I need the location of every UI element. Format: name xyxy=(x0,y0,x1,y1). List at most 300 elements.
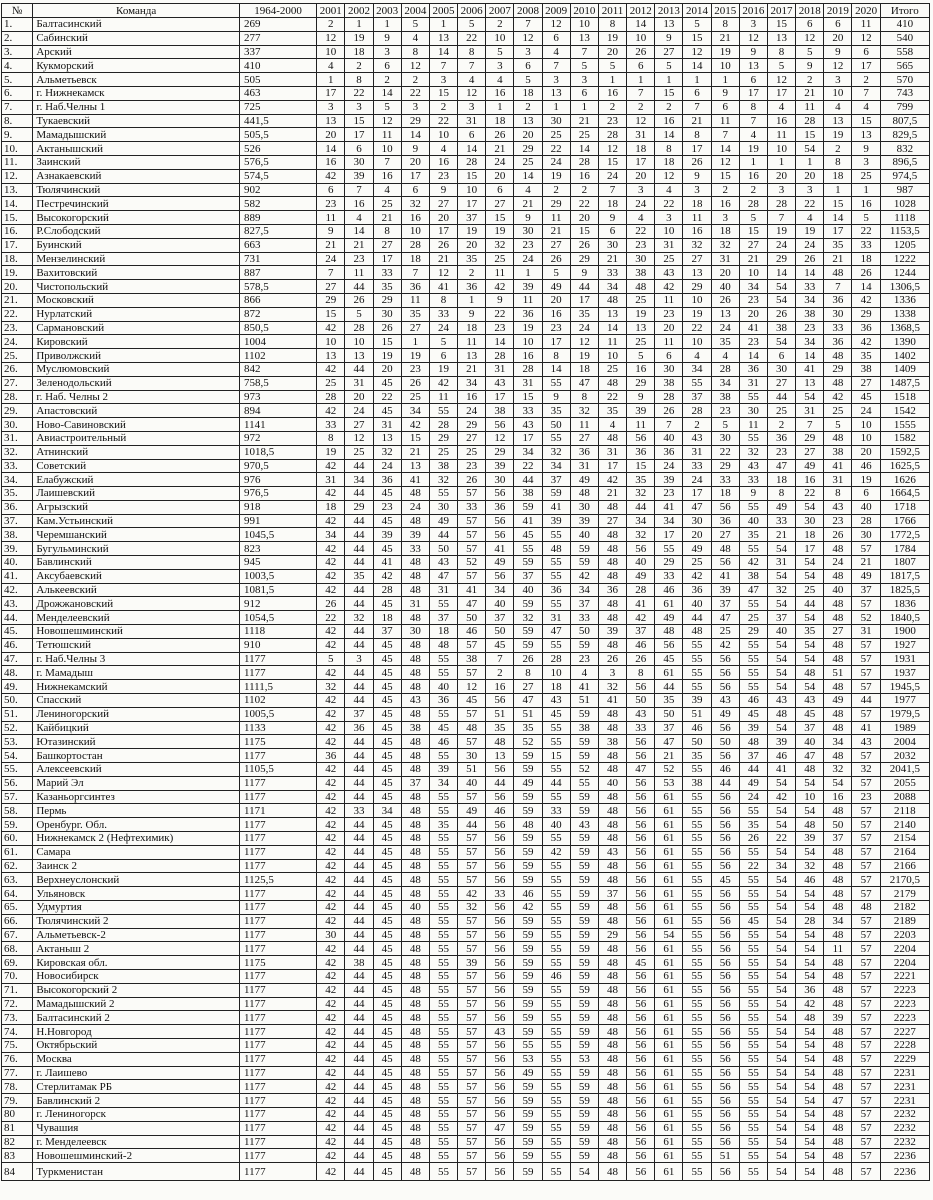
row-number: 71. xyxy=(2,983,33,997)
year-score: 61 xyxy=(655,597,683,611)
year-score: 11 xyxy=(711,114,739,128)
row-number: 21. xyxy=(2,293,33,307)
year-score: 25 xyxy=(852,169,880,183)
year-score: 14 xyxy=(739,349,767,363)
year-score: 36 xyxy=(429,694,457,708)
team-name: Актанышский xyxy=(33,142,240,156)
row-number: 52. xyxy=(2,721,33,735)
year-score: 41 xyxy=(824,459,852,473)
year-score: 54 xyxy=(655,928,683,942)
table-header-row xyxy=(2,4,930,18)
year-score: 26 xyxy=(711,293,739,307)
year-score: 45 xyxy=(373,376,401,390)
year-score: 45 xyxy=(373,983,401,997)
year-score: 24 xyxy=(486,155,514,169)
header-year: 2011 xyxy=(598,4,626,18)
year-score: 37 xyxy=(429,611,457,625)
year-score: 45 xyxy=(373,776,401,790)
year-score: 48 xyxy=(598,1066,626,1080)
year-score: 57 xyxy=(458,1121,486,1135)
year-score: 3 xyxy=(824,73,852,87)
row-number: 48. xyxy=(2,666,33,680)
year-score: 56 xyxy=(627,1149,655,1163)
year-score: 54 xyxy=(796,804,824,818)
year-score: 55 xyxy=(542,528,570,542)
team-name: Атнинский xyxy=(33,445,240,459)
base-period-score: 1177 xyxy=(239,859,316,873)
year-score: 48 xyxy=(598,1025,626,1039)
year-score: 39 xyxy=(711,583,739,597)
year-score: 59 xyxy=(570,997,598,1011)
total-score: 2232 xyxy=(880,1107,929,1121)
year-score: 55 xyxy=(542,928,570,942)
row-number: 73. xyxy=(2,1011,33,1025)
year-score: 41 xyxy=(767,763,795,777)
year-score: 17 xyxy=(458,197,486,211)
year-score: 56 xyxy=(486,997,514,1011)
year-score: 13 xyxy=(824,114,852,128)
year-score: 48 xyxy=(598,528,626,542)
year-score: 57 xyxy=(852,997,880,1011)
base-period-score: 1005,5 xyxy=(239,707,316,721)
year-score: 47 xyxy=(458,597,486,611)
year-score: 56 xyxy=(486,956,514,970)
year-score: 55 xyxy=(739,928,767,942)
year-score: 55 xyxy=(739,680,767,694)
year-score: 45 xyxy=(373,859,401,873)
year-score: 45 xyxy=(373,1066,401,1080)
year-score: 9 xyxy=(542,390,570,404)
year-score: 23 xyxy=(852,790,880,804)
year-score: 7 xyxy=(514,18,542,32)
year-score: 16 xyxy=(317,155,345,169)
table-row xyxy=(2,390,930,404)
year-score: 61 xyxy=(655,666,683,680)
year-score: 54 xyxy=(767,1149,795,1163)
total-score: 1487,5 xyxy=(880,376,929,390)
team-name: г. Лениногорск xyxy=(33,1107,240,1121)
year-score: 59 xyxy=(514,914,542,928)
team-name: Новошешминский-2 xyxy=(33,1149,240,1163)
year-score: 57 xyxy=(458,1094,486,1108)
table-row xyxy=(2,528,930,542)
year-score: 55 xyxy=(429,707,457,721)
year-score: 21 xyxy=(598,487,626,501)
year-score: 48 xyxy=(655,625,683,639)
year-score: 44 xyxy=(345,1011,373,1025)
year-score: 56 xyxy=(627,859,655,873)
year-score: 59 xyxy=(570,735,598,749)
year-score: 54 xyxy=(767,597,795,611)
year-score: 30 xyxy=(345,155,373,169)
year-score: 55 xyxy=(429,1094,457,1108)
year-score: 59 xyxy=(570,914,598,928)
base-period-score: 866 xyxy=(239,293,316,307)
year-score: 7 xyxy=(373,155,401,169)
table-row xyxy=(2,569,930,583)
year-score: 48 xyxy=(824,652,852,666)
year-score: 28 xyxy=(542,652,570,666)
year-score: 16 xyxy=(570,169,598,183)
year-score: 56 xyxy=(486,1163,514,1181)
year-score: 15 xyxy=(824,197,852,211)
year-score: 8 xyxy=(767,487,795,501)
team-name: Сармановский xyxy=(33,321,240,335)
year-score: 39 xyxy=(655,473,683,487)
row-number: 63. xyxy=(2,873,33,887)
year-score: 33 xyxy=(683,459,711,473)
team-name: Тюлячинский 2 xyxy=(33,914,240,928)
year-score: 34 xyxy=(627,514,655,528)
row-number: 7. xyxy=(2,100,33,114)
year-score: 32 xyxy=(627,487,655,501)
year-score: 57 xyxy=(852,887,880,901)
team-name: Спасский xyxy=(33,694,240,708)
year-score: 13 xyxy=(711,307,739,321)
year-score: 18 xyxy=(345,45,373,59)
year-score: 7 xyxy=(401,266,429,280)
base-period-score: 945 xyxy=(239,556,316,570)
year-score: 7 xyxy=(767,211,795,225)
year-score: 30 xyxy=(401,625,429,639)
year-score: 35 xyxy=(739,528,767,542)
year-score: 42 xyxy=(317,969,345,983)
year-score: 57 xyxy=(458,638,486,652)
year-score: 20 xyxy=(401,155,429,169)
row-number: 44. xyxy=(2,611,33,625)
year-score: 48 xyxy=(401,1025,429,1039)
base-period-score: 1177 xyxy=(239,1121,316,1135)
total-score: 2164 xyxy=(880,845,929,859)
year-score: 40 xyxy=(824,583,852,597)
year-score: 44 xyxy=(345,859,373,873)
year-score: 36 xyxy=(345,721,373,735)
year-score: 52 xyxy=(852,611,880,625)
year-score: 24 xyxy=(317,252,345,266)
year-score: 4 xyxy=(317,59,345,73)
year-score: 54 xyxy=(767,1080,795,1094)
year-score: 24 xyxy=(683,473,711,487)
total-score: 2032 xyxy=(880,749,929,763)
year-score: 5 xyxy=(598,59,626,73)
year-score: 54 xyxy=(767,1038,795,1052)
year-score: 4 xyxy=(429,142,457,156)
year-score: 15 xyxy=(852,114,880,128)
year-score: 55 xyxy=(683,873,711,887)
year-score: 48 xyxy=(598,818,626,832)
year-score: 5 xyxy=(570,59,598,73)
team-name: Мамадышский xyxy=(33,128,240,142)
year-score: 48 xyxy=(598,1135,626,1149)
year-score: 20 xyxy=(317,128,345,142)
year-score: 11 xyxy=(401,293,429,307)
year-score: 33 xyxy=(655,569,683,583)
year-score: 54 xyxy=(767,1107,795,1121)
year-score: 29 xyxy=(598,928,626,942)
team-name: Муслюмовский xyxy=(33,362,240,376)
year-score: 48 xyxy=(514,818,542,832)
year-score: 48 xyxy=(598,707,626,721)
year-score: 44 xyxy=(627,500,655,514)
team-name: Вахитовский xyxy=(33,266,240,280)
year-score: 1 xyxy=(458,293,486,307)
year-score: 59 xyxy=(570,542,598,556)
year-score: 59 xyxy=(514,638,542,652)
team-name: Казаньоргсинтез xyxy=(33,790,240,804)
year-score: 55 xyxy=(683,376,711,390)
year-score: 54 xyxy=(767,969,795,983)
year-score: 39 xyxy=(373,528,401,542)
base-period-score: 1177 xyxy=(239,1025,316,1039)
team-name: Удмуртия xyxy=(33,901,240,915)
year-score: 6 xyxy=(598,224,626,238)
year-score: 55 xyxy=(542,556,570,570)
year-score: 48 xyxy=(401,735,429,749)
year-score: 55 xyxy=(683,1135,711,1149)
year-score: 11 xyxy=(317,211,345,225)
year-score: 55 xyxy=(429,1052,457,1066)
year-score: 22 xyxy=(317,611,345,625)
year-score: 55 xyxy=(683,638,711,652)
year-score: 32 xyxy=(458,901,486,915)
row-number: 15. xyxy=(2,211,33,225)
year-score: 57 xyxy=(458,997,486,1011)
base-period-score: 1177 xyxy=(239,1135,316,1149)
year-score: 57 xyxy=(852,1094,880,1108)
year-score: 56 xyxy=(711,680,739,694)
year-score: 48 xyxy=(824,569,852,583)
year-score: 28 xyxy=(373,583,401,597)
year-score: 29 xyxy=(627,376,655,390)
year-score: 39 xyxy=(570,514,598,528)
year-score: 21 xyxy=(852,556,880,570)
year-score: 30 xyxy=(486,473,514,487)
year-score: 5 xyxy=(373,100,401,114)
row-number: 14. xyxy=(2,197,33,211)
base-period-score: 850,5 xyxy=(239,321,316,335)
year-score: 48 xyxy=(824,983,852,997)
year-score: 28 xyxy=(767,197,795,211)
year-score: 40 xyxy=(655,431,683,445)
year-score: 28 xyxy=(796,914,824,928)
year-score: 18 xyxy=(683,197,711,211)
year-score: 38 xyxy=(824,445,852,459)
year-score: 10 xyxy=(852,418,880,432)
total-score: 1931 xyxy=(880,652,929,666)
year-score: 12 xyxy=(486,431,514,445)
year-score: 16 xyxy=(373,169,401,183)
year-score: 55 xyxy=(739,1038,767,1052)
year-score: 54 xyxy=(767,942,795,956)
year-score: 55 xyxy=(739,1025,767,1039)
year-score: 55 xyxy=(739,500,767,514)
year-score: 48 xyxy=(401,638,429,652)
year-score: 31 xyxy=(711,252,739,266)
year-score: 47 xyxy=(655,735,683,749)
year-score: 45 xyxy=(514,528,542,542)
row-number: 12. xyxy=(2,169,33,183)
row-number: 29. xyxy=(2,404,33,418)
year-score: 48 xyxy=(429,638,457,652)
year-score: 6 xyxy=(683,86,711,100)
year-score: 31 xyxy=(486,362,514,376)
year-score: 55 xyxy=(739,638,767,652)
year-score: 41 xyxy=(711,569,739,583)
year-score: 45 xyxy=(373,542,401,556)
year-score: 41 xyxy=(542,500,570,514)
year-score: 42 xyxy=(317,514,345,528)
year-score: 32 xyxy=(598,680,626,694)
year-score: 4 xyxy=(401,31,429,45)
year-score: 14 xyxy=(598,321,626,335)
base-period-score: 269 xyxy=(239,18,316,32)
row-number: 5. xyxy=(2,73,33,87)
total-score: 1825,5 xyxy=(880,583,929,597)
year-score: 26 xyxy=(345,293,373,307)
year-score: 50 xyxy=(711,735,739,749)
year-score: 12 xyxy=(570,335,598,349)
year-score: 44 xyxy=(345,928,373,942)
table-row xyxy=(2,1094,930,1108)
year-score: 34 xyxy=(598,280,626,294)
year-score: 17 xyxy=(514,431,542,445)
year-score: 42 xyxy=(317,956,345,970)
year-score: 57 xyxy=(458,1107,486,1121)
year-score: 45 xyxy=(373,749,401,763)
total-score: 1989 xyxy=(880,721,929,735)
base-period-score: 1003,5 xyxy=(239,569,316,583)
year-score: 42 xyxy=(824,390,852,404)
year-score: 7 xyxy=(458,59,486,73)
year-score: 55 xyxy=(542,431,570,445)
year-score: 40 xyxy=(683,597,711,611)
team-name: Ново-Савиновский xyxy=(33,418,240,432)
base-period-score: 894 xyxy=(239,404,316,418)
year-score: 59 xyxy=(514,983,542,997)
team-name: Стерлитамак РБ xyxy=(33,1080,240,1094)
year-score: 42 xyxy=(683,569,711,583)
base-period-score: 976,5 xyxy=(239,487,316,501)
base-period-score: 1054,5 xyxy=(239,611,316,625)
year-score: 12 xyxy=(345,431,373,445)
year-score: 55 xyxy=(429,652,457,666)
year-score: 41 xyxy=(486,542,514,556)
year-score: 54 xyxy=(796,1163,824,1181)
year-score: 49 xyxy=(739,776,767,790)
base-period-score: 582 xyxy=(239,197,316,211)
year-score: 21 xyxy=(429,252,457,266)
year-score: 38 xyxy=(486,404,514,418)
year-score: 56 xyxy=(711,500,739,514)
year-score: 39 xyxy=(796,832,824,846)
total-score: 1664,5 xyxy=(880,487,929,501)
year-score: 42 xyxy=(317,321,345,335)
year-score: 61 xyxy=(655,1149,683,1163)
year-score: 19 xyxy=(627,307,655,321)
table-row xyxy=(2,956,930,970)
year-score: 48 xyxy=(598,431,626,445)
team-name: Пестречинский xyxy=(33,197,240,211)
year-score: 28 xyxy=(852,514,880,528)
year-score: 55 xyxy=(683,983,711,997)
year-score: 14 xyxy=(458,142,486,156)
year-score: 51 xyxy=(486,707,514,721)
year-score: 51 xyxy=(824,666,852,680)
year-score: 57 xyxy=(458,873,486,887)
year-score: 54 xyxy=(767,1163,795,1181)
year-score: 55 xyxy=(739,983,767,997)
year-score: 18 xyxy=(796,528,824,542)
year-score: 6 xyxy=(796,18,824,32)
year-score: 48 xyxy=(570,487,598,501)
year-score: 41 xyxy=(401,473,429,487)
year-score: 56 xyxy=(711,901,739,915)
year-score: 56 xyxy=(627,1038,655,1052)
year-score: 3 xyxy=(655,211,683,225)
year-score: 61 xyxy=(655,914,683,928)
total-score: 1244 xyxy=(880,266,929,280)
year-score: 17 xyxy=(683,142,711,156)
year-score: 8 xyxy=(627,666,655,680)
year-score: 45 xyxy=(655,652,683,666)
total-score: 1625,5 xyxy=(880,459,929,473)
year-score: 2 xyxy=(627,100,655,114)
year-score: 59 xyxy=(570,707,598,721)
year-score: 48 xyxy=(401,1107,429,1121)
year-score: 19 xyxy=(429,362,457,376)
year-score: 55 xyxy=(683,1107,711,1121)
base-period-score: 1177 xyxy=(239,845,316,859)
table-row xyxy=(2,763,930,777)
base-period-score: 505 xyxy=(239,73,316,87)
year-score: 48 xyxy=(824,349,852,363)
year-score: 54 xyxy=(767,983,795,997)
table-row xyxy=(2,431,930,445)
year-score: 57 xyxy=(458,666,486,680)
year-score: 19 xyxy=(458,224,486,238)
year-score: 33 xyxy=(852,238,880,252)
total-score: 2154 xyxy=(880,832,929,846)
year-score: 25 xyxy=(767,404,795,418)
year-score: 19 xyxy=(796,224,824,238)
year-score: 22 xyxy=(655,197,683,211)
base-period-score: 1125,5 xyxy=(239,873,316,887)
year-score: 29 xyxy=(317,293,345,307)
year-score: 10 xyxy=(514,335,542,349)
total-score: 2231 xyxy=(880,1094,929,1108)
year-score: 54 xyxy=(767,638,795,652)
year-score: 44 xyxy=(345,1066,373,1080)
table-row xyxy=(2,790,930,804)
year-score: 3 xyxy=(429,73,457,87)
row-number: 56. xyxy=(2,776,33,790)
base-period-score: 1177 xyxy=(239,818,316,832)
year-score: 10 xyxy=(570,18,598,32)
year-score: 31 xyxy=(824,473,852,487)
year-score: 48 xyxy=(627,280,655,294)
table-row xyxy=(2,638,930,652)
year-score: 31 xyxy=(627,128,655,142)
year-score: 59 xyxy=(570,887,598,901)
header-year: 2019 xyxy=(824,4,852,18)
year-score: 6 xyxy=(401,183,429,197)
year-score: 48 xyxy=(598,293,626,307)
total-score: 1222 xyxy=(880,252,929,266)
year-score: 9 xyxy=(739,487,767,501)
year-score: 22 xyxy=(711,445,739,459)
year-score: 16 xyxy=(824,790,852,804)
year-score: 10 xyxy=(824,86,852,100)
